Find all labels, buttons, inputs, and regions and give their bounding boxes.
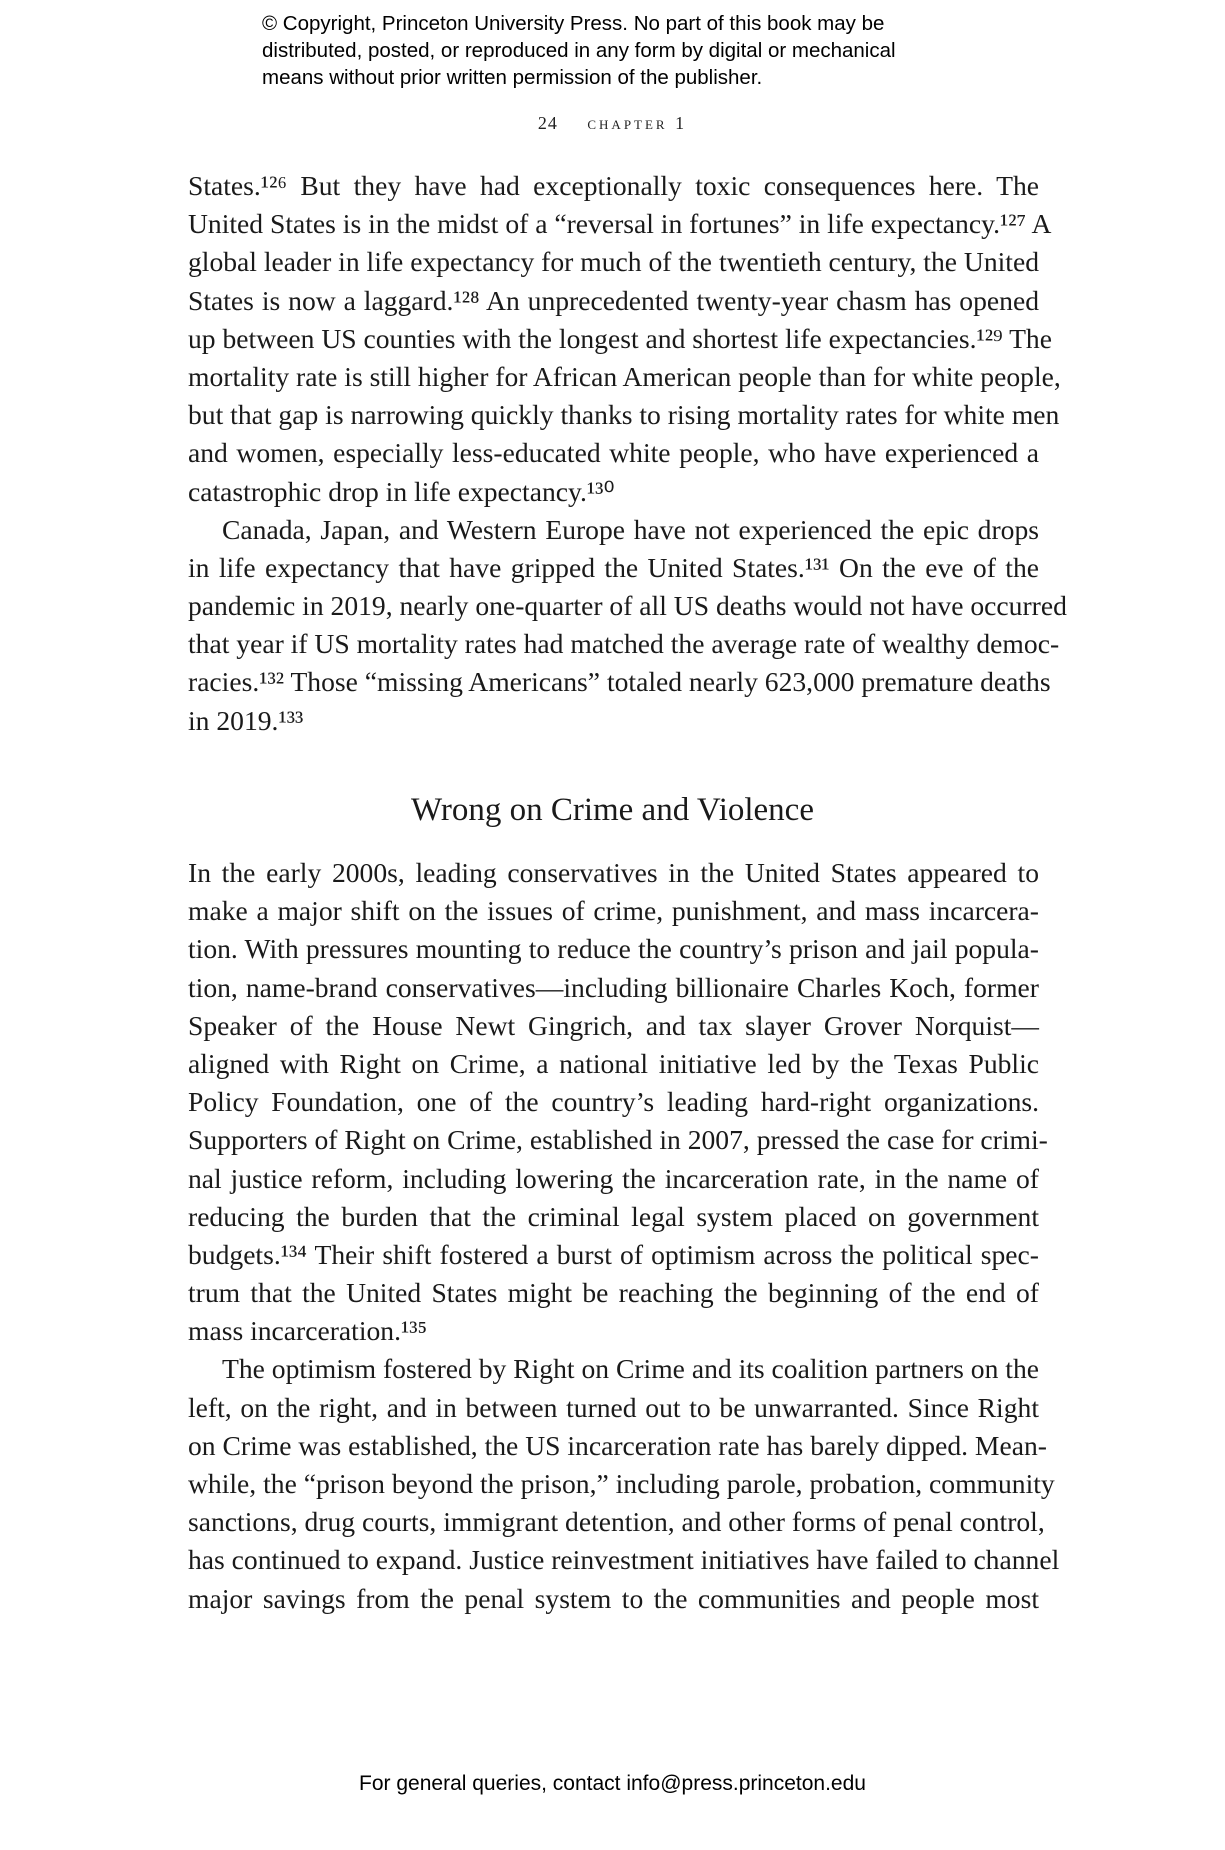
section-heading: Wrong on Crime and Violence: [411, 792, 814, 828]
running-head: [0, 113, 1225, 134]
text-line: In the early 2000s, leading conservatives in the United States appeared to: [188, 857, 1039, 888]
text-line: racies.¹³² Those “missing Americans” totaled nearly 623,000 premature deaths: [188, 666, 1051, 698]
chapter-label: chapter 1: [587, 113, 688, 133]
text-line: Supporters of Right on Crime, established in 2007, pressed the case for crimi-: [188, 1124, 1048, 1156]
text-line: nal justice reform, including lowering the incarceration rate, in the name of: [188, 1162, 1039, 1194]
text-line: aligned with Right on Crime, a national initiative led by the Texas Public: [188, 1047, 1039, 1079]
text-line: while, the “prison beyond the prison,” including parole, probation, community: [188, 1468, 1055, 1499]
text-line: United States is in the midst of a “reversal in fortunes” in life expectancy.¹²⁷ A: [188, 208, 1052, 240]
body-text-section-2: [188, 854, 1060, 1618]
text-line: States is now a laggard.¹²⁸ An unprecedented twenty-year chasm has opened: [188, 284, 1039, 316]
text-line: has continued to expand. Justice reinvestment initiatives have failed to channel: [188, 1544, 1060, 1576]
text-line: tion, name-brand conservatives—including billionaire Charles Koch, former: [188, 971, 1039, 1003]
text-line: States.¹²⁶ But they have had exceptionally toxic consequences here. The: [188, 170, 1039, 201]
text-line: in 2019.¹³³: [188, 704, 304, 736]
text-line: make a major shift on the issues of crime, punishment, and mass incarcera-: [188, 895, 1039, 927]
text-line: in life expectancy that have gripped the United States.¹³¹ On the eve of the: [188, 551, 1039, 583]
text-line: trum that the United States might be reaching the beginning of the end of: [188, 1277, 1039, 1309]
text-line: The optimism fostered by Right on Crime and its coalition partners on the: [222, 1353, 1039, 1385]
footer-contact: For general queries, contact info@press.princeton.edu: [359, 1772, 866, 1795]
text-line: global leader in life expectancy for much of the twentieth century, the United: [188, 246, 1039, 278]
copyright-line: means without prior written permission of the publisher.: [262, 66, 763, 89]
text-line: Canada, Japan, and Western Europe have not experienced the epic drops: [222, 513, 1039, 545]
text-line: and women, especially less-educated white people, who have experienced a: [188, 437, 1039, 469]
text-line: Policy Foundation, one of the country’s leading hard-right organizations.: [188, 1086, 1039, 1118]
text-line: but that gap is narrowing quickly thanks to rising mortality rates for white men: [188, 399, 1060, 431]
text-line: up between US counties with the longest and shortest life expectancies.¹²⁹ The: [188, 322, 1052, 354]
body-text-section-1: [188, 167, 1067, 740]
text-line: on Crime was established, the US incarceration rate has barely dipped. Mean-: [188, 1429, 1047, 1461]
text-line: Speaker of the House Newt Gingrich, and tax slayer Grover Norquist—: [188, 1009, 1039, 1041]
text-line: that year if US mortality rates had matched the average rate of wealthy democ-: [188, 628, 1060, 660]
text-line: reducing the burden that the criminal legal system placed on government: [188, 1200, 1039, 1232]
text-line: left, on the right, and in between turned out to be unwarranted. Since Right: [188, 1391, 1039, 1423]
text-line: catastrophic drop in life expectancy.¹³⁰: [188, 475, 615, 507]
text-line: sanctions, drug courts, immigrant detention, and other forms of penal control,: [188, 1506, 1045, 1538]
text-line: major savings from the penal system to the communities and people most: [188, 1582, 1039, 1614]
copyright-line: distributed, posted, or reproduced in any form by digital or mechanical: [262, 39, 896, 62]
copyright-line: © Copyright, Princeton University Press. No part of this book may be: [262, 12, 885, 35]
text-line: mortality rate is still higher for African American people than for white people,: [188, 360, 1061, 392]
text-line: pandemic in 2019, nearly one-quarter of all US deaths would not have occurred: [188, 590, 1067, 622]
copyright-notice: [262, 10, 982, 91]
page-number: 24: [537, 113, 558, 133]
text-line: tion. With pressures mounting to reduce the country’s prison and jail popula-: [188, 933, 1039, 965]
text-line: budgets.¹³⁴ Their shift fostered a burst of optimism across the political spec-: [188, 1238, 1039, 1270]
text-line: mass incarceration.¹³⁵: [188, 1315, 428, 1347]
